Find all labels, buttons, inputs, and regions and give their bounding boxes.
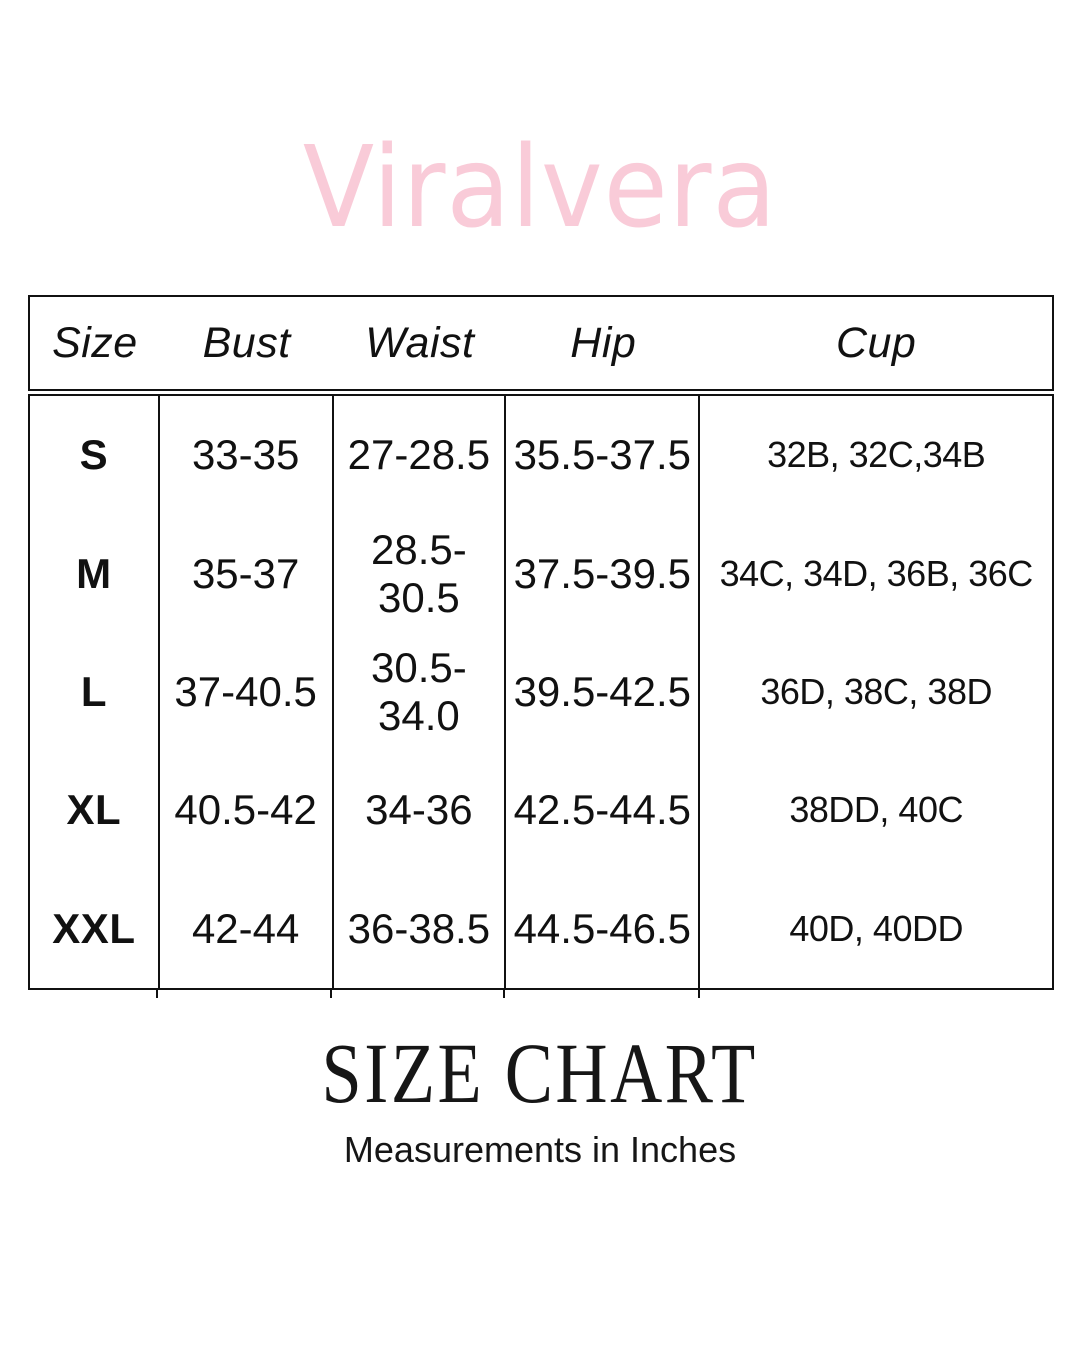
page-subtitle: Measurements in Inches bbox=[343, 1129, 737, 1170]
waist-value: 30.5-34.0 bbox=[334, 633, 507, 751]
hip-value: 39.5-42.5 bbox=[506, 633, 700, 751]
size-label: M bbox=[30, 514, 160, 632]
cup-value: 38DD, 40C bbox=[789, 789, 963, 831]
column-rule-tail bbox=[156, 990, 158, 998]
table-row bbox=[30, 633, 1052, 751]
header-cell-hip: Hip bbox=[570, 318, 637, 367]
column-rule-tail bbox=[330, 990, 332, 998]
waist-value: 36-38.5 bbox=[334, 870, 507, 988]
waist-value: 28.5-30.5 bbox=[334, 514, 507, 632]
waist-value: 27-28.5 bbox=[334, 396, 507, 514]
table-row bbox=[30, 396, 1052, 514]
column-rule-tail bbox=[503, 990, 505, 998]
bust-value: 40.5-42 bbox=[160, 751, 334, 869]
table-row bbox=[30, 514, 1052, 632]
header-cell-cup: Cup bbox=[835, 318, 917, 367]
bust-value: 33-35 bbox=[160, 396, 334, 514]
table-body bbox=[28, 394, 1054, 990]
bust-value: 37-40.5 bbox=[160, 633, 334, 751]
hip-value: 42.5-44.5 bbox=[506, 751, 700, 869]
header-cell-bust: Bust bbox=[202, 318, 291, 367]
cup-value: 32B, 32C,34B bbox=[767, 434, 986, 476]
size-label: S bbox=[30, 396, 160, 514]
brand-wordmark bbox=[0, 118, 1080, 292]
waist-value: 34-36 bbox=[334, 751, 507, 869]
table-row bbox=[30, 751, 1052, 869]
bust-value: 42-44 bbox=[160, 870, 334, 988]
size-label: L bbox=[30, 633, 160, 751]
column-rule-tail bbox=[698, 990, 700, 998]
header-cell-size: Size bbox=[52, 318, 138, 367]
brand-name: Viralvera bbox=[302, 123, 778, 253]
size-chart-table bbox=[28, 295, 1054, 990]
header-cell-waist: Waist bbox=[365, 318, 475, 367]
page-title-text: SIZE CHART bbox=[321, 1025, 759, 1121]
bust-value: 35-37 bbox=[160, 514, 334, 632]
size-label: XL bbox=[30, 751, 160, 869]
cup-value: 36D, 38C, 38D bbox=[760, 671, 992, 713]
cup-value: 40D, 40DD bbox=[789, 907, 963, 949]
table-row bbox=[30, 870, 1052, 988]
hip-value: 35.5-37.5 bbox=[506, 396, 700, 514]
table-header-row bbox=[28, 295, 1054, 391]
hip-value: 44.5-46.5 bbox=[506, 870, 700, 988]
hip-value: 37.5-39.5 bbox=[506, 514, 700, 632]
size-label: XXL bbox=[30, 870, 160, 988]
cup-value: 34C, 34D, 36B, 36C bbox=[719, 552, 1033, 594]
